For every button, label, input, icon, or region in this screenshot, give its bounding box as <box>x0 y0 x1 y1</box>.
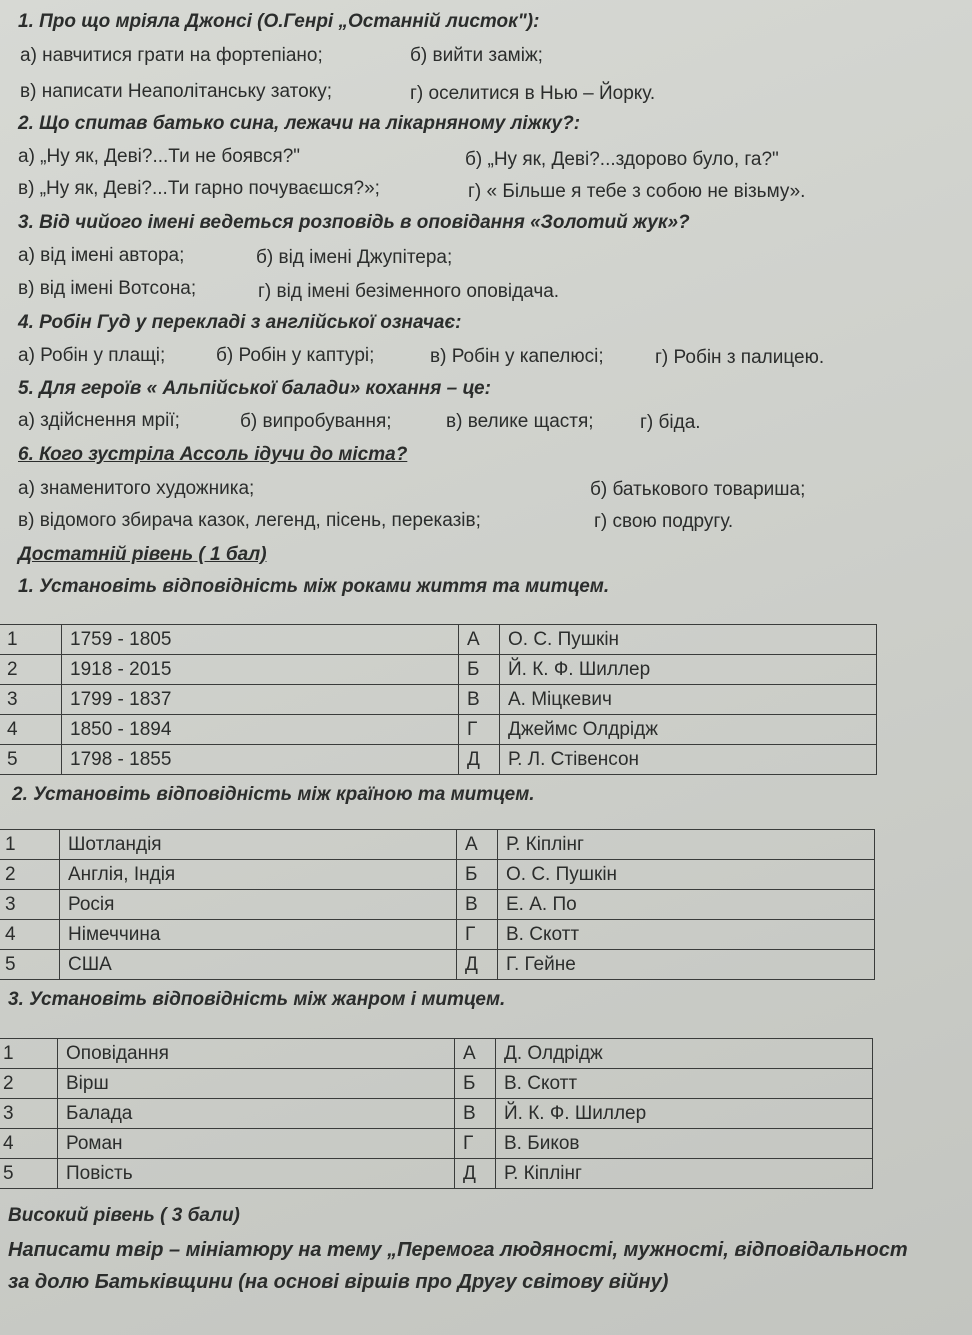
left-cell: США <box>60 950 457 980</box>
left-cell: Роман <box>58 1129 455 1159</box>
q3-option-c: в) від імені Вотсона; <box>18 278 197 299</box>
right-cell: Д. Олдрідж <box>496 1039 873 1069</box>
table-row <box>0 685 877 715</box>
question-3-title: 3. Від чийого імені ведеться розповідь в оповідання «Золотий жук»? <box>18 212 690 233</box>
q4-option-b: б) Робін у каптурі; <box>216 345 375 366</box>
level3-heading: Високий рівень ( 3 бали) <box>8 1205 240 1226</box>
q3-option-a: а) від імені автора; <box>18 245 185 266</box>
table-row <box>0 890 875 920</box>
right-cell: Й. К. Ф. Шиллер <box>500 655 877 685</box>
right-cell: Р. Кіплінг <box>498 830 875 860</box>
row-letter: Д <box>457 950 498 980</box>
q6-option-d: г) свою подругу. <box>594 511 734 532</box>
q5-option-b: б) випробування; <box>240 411 392 432</box>
row-number: 1 <box>0 1039 58 1069</box>
row-letter: Г <box>459 715 500 745</box>
q2-option-a: а) „Ну як, Деві?...Ти не боявся?" <box>18 146 301 167</box>
right-cell: В. Скотт <box>496 1069 873 1099</box>
q5-option-d: г) біда. <box>640 412 701 433</box>
row-number: 1 <box>0 625 62 655</box>
left-cell: Німеччина <box>60 920 457 950</box>
left-cell: 1799 - 1837 <box>62 685 459 715</box>
table-row <box>0 1129 873 1159</box>
left-cell: Вірш <box>58 1069 455 1099</box>
left-cell: 1798 - 1855 <box>62 745 459 775</box>
task-2-table <box>0 829 875 980</box>
row-number: 3 <box>0 1099 58 1129</box>
row-number: 5 <box>0 1159 58 1189</box>
q4-option-c: в) Робін у капелюсі; <box>430 346 604 367</box>
row-letter: Г <box>455 1129 496 1159</box>
table-row <box>0 1159 873 1189</box>
right-cell: В. Биков <box>496 1129 873 1159</box>
left-cell: 1918 - 2015 <box>62 655 459 685</box>
essay-task-line-1: Написати твір – мініатюру на тему „Перемога людяності, мужності, відповідальност <box>8 1239 908 1261</box>
row-letter: В <box>459 685 500 715</box>
row-letter: Б <box>459 655 500 685</box>
table-row <box>0 830 875 860</box>
q5-option-c: в) велике щастя; <box>446 411 594 432</box>
q2-option-d: г) « Більше я тебе з собою не візьму». <box>468 181 806 202</box>
row-number: 2 <box>0 655 62 685</box>
left-cell: Англія, Індія <box>60 860 457 890</box>
row-number: 4 <box>0 715 62 745</box>
question-5-title: 5. Для героїв « Альпійської балади» кохання – це: <box>18 378 491 399</box>
q1-option-d: г) оселитися в Нью – Йорку. <box>410 83 656 104</box>
row-letter: Б <box>457 860 498 890</box>
q1-option-c: в) написати Неаполітанську затоку; <box>20 81 332 102</box>
right-cell: Г. Гейне <box>498 950 875 980</box>
left-cell: Балада <box>58 1099 455 1129</box>
row-number: 5 <box>0 745 62 775</box>
row-letter: Г <box>457 920 498 950</box>
left-cell: Повість <box>58 1159 455 1189</box>
table-row <box>0 1069 873 1099</box>
table-row <box>0 950 875 980</box>
left-cell: 1759 - 1805 <box>62 625 459 655</box>
q6-option-c: в) відомого збирача казок, легенд, пісень, переказів; <box>18 510 481 531</box>
table-row <box>0 920 875 950</box>
task-1-table <box>0 624 877 775</box>
table-row <box>0 745 877 775</box>
q1-option-a: а) навчитися грати на фортепіано; <box>20 45 323 66</box>
row-letter: А <box>455 1039 496 1069</box>
question-2-title: 2. Що спитав батько сина, лежачи на лікарняному ліжку?: <box>18 113 581 134</box>
right-cell: О. С. Пушкін <box>498 860 875 890</box>
row-number: 3 <box>0 685 62 715</box>
right-cell: О. С. Пушкін <box>500 625 877 655</box>
row-letter: Д <box>455 1159 496 1189</box>
right-cell: Джеймс Олдрідж <box>500 715 877 745</box>
task-2-title: 2. Установіть відповідність між країною та митцем. <box>12 784 535 805</box>
question-6-title: 6. Кого зустріла Ассоль ідучи до міста? <box>18 444 408 465</box>
q6-option-a: а) знаменитого художника; <box>18 478 255 499</box>
left-cell: Росія <box>60 890 457 920</box>
row-letter: Д <box>459 745 500 775</box>
row-letter: В <box>455 1099 496 1129</box>
table-row <box>0 860 875 890</box>
row-number: 2 <box>0 1069 58 1099</box>
question-1-title: 1. Про що мріяла Джонсі (О.Генрі „Останній листок"): <box>18 11 540 32</box>
q4-option-a: а) Робін у плащі; <box>18 345 166 366</box>
right-cell: А. Міцкевич <box>500 685 877 715</box>
row-letter: В <box>457 890 498 920</box>
row-letter: Б <box>455 1069 496 1099</box>
left-cell: 1850 - 1894 <box>62 715 459 745</box>
right-cell: Р. Кіплінг <box>496 1159 873 1189</box>
q4-option-d: г) Робін з палицею. <box>655 347 825 368</box>
left-cell: Шотландія <box>60 830 457 860</box>
row-number: 5 <box>0 950 60 980</box>
table-row <box>0 715 877 745</box>
question-4-title: 4. Робін Гуд у перекладі з англійської означає: <box>18 312 462 333</box>
right-cell: Е. А. По <box>498 890 875 920</box>
q5-option-a: а) здійснення мрії; <box>18 410 180 431</box>
q6-option-b: б) батькового товариша; <box>590 479 806 500</box>
row-letter: А <box>457 830 498 860</box>
q2-option-c: в) „Ну як, Деві?...Ти гарно почуваєшся?»; <box>18 178 380 199</box>
q1-option-b: б) вийти заміж; <box>410 45 543 66</box>
table-row <box>0 1099 873 1129</box>
row-number: 1 <box>0 830 60 860</box>
row-letter: А <box>459 625 500 655</box>
left-cell: Оповідання <box>58 1039 455 1069</box>
row-number: 3 <box>0 890 60 920</box>
task-1-title: 1. Установіть відповідність між роками життя та митцем. <box>18 576 610 597</box>
q3-option-b: б) від імені Джупітера; <box>256 247 453 268</box>
task-3-title: 3. Установіть відповідність між жанром і митцем. <box>8 989 506 1010</box>
table-row <box>0 655 877 685</box>
row-number: 4 <box>0 920 60 950</box>
row-number: 4 <box>0 1129 58 1159</box>
level2-heading: Достатній рівень ( 1 бал) <box>18 544 267 565</box>
essay-task-line-2: за долю Батьківщини (на основі віршів про Другу світову війну) <box>8 1271 669 1293</box>
row-number: 2 <box>0 860 60 890</box>
q3-option-d: г) від імені безіменного оповідача. <box>258 281 560 302</box>
task-3-table <box>0 1038 873 1189</box>
right-cell: Р. Л. Стівенсон <box>500 745 877 775</box>
table-row <box>0 625 877 655</box>
right-cell: В. Скотт <box>498 920 875 950</box>
table-row <box>0 1039 873 1069</box>
right-cell: Й. К. Ф. Шиллер <box>496 1099 873 1129</box>
q2-option-b: б) „Ну як, Деві?...здорово було, га?" <box>465 149 779 170</box>
